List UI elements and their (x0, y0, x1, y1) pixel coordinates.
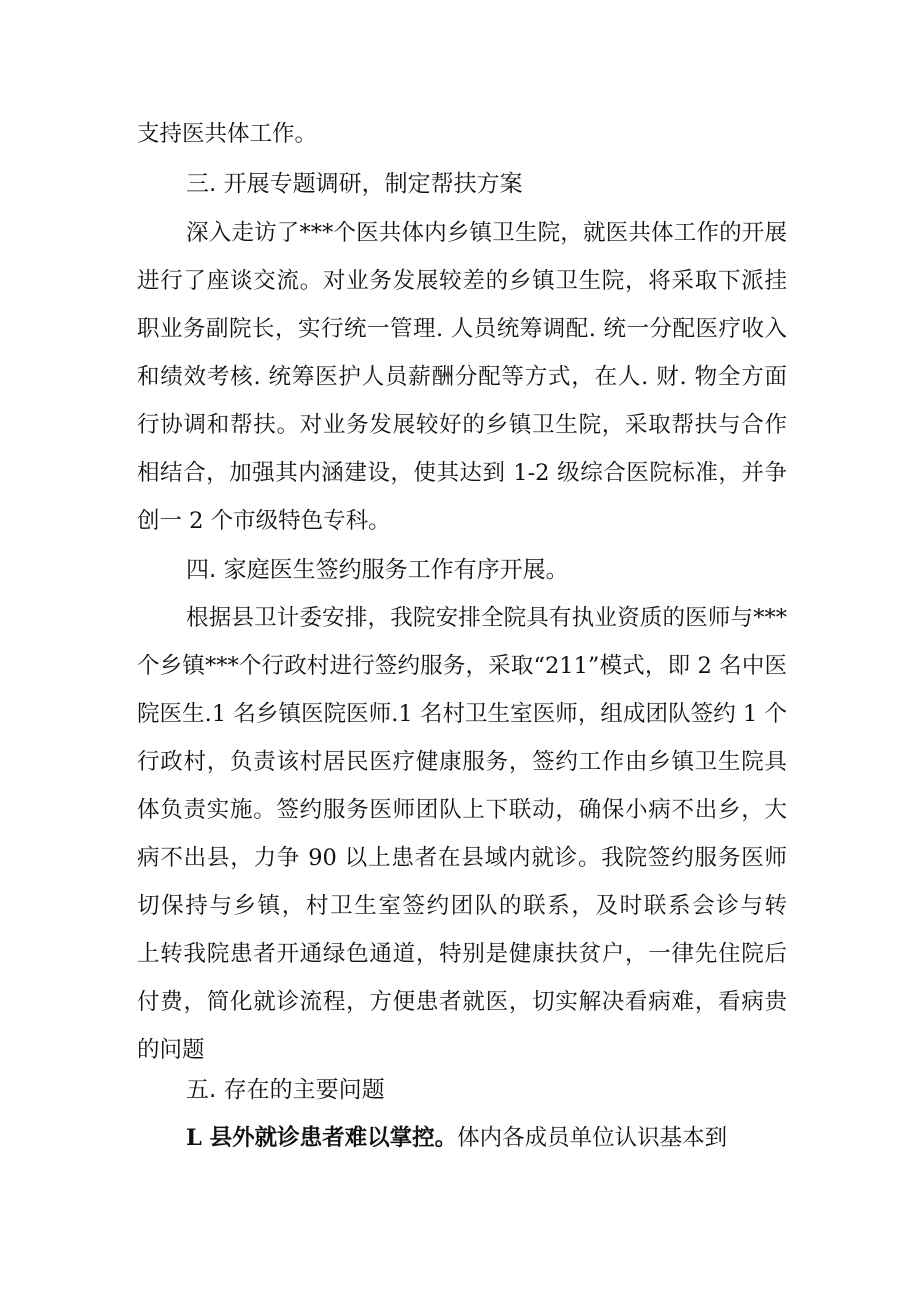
paragraph-line: 相结合，加强其内涵建设，使其达到 1-2 级综合医院标准，并争 (137, 460, 787, 486)
paragraph-line: 深入走访了***个医共体内乡镇卫生院，就医共体工作的开展 (186, 220, 787, 246)
paragraph-line: 进行了座谈交流。对业务发展较差的乡镇卫生院，将采取下派挂 (137, 268, 787, 294)
paragraph-line: 支持医共体工作。 (137, 121, 318, 147)
paragraph-line: 个乡镇***个行政村进行签约服务，采取“211”模式，即 2 名中医 (137, 653, 787, 679)
paragraph-line: 上转我院患者开通绿色通道，特别是健康扶贫户，一律先住院后 (137, 941, 787, 967)
paragraph-line: 病不出县，力争 90 以上患者在县域内就诊。我院签约服务医师 (137, 845, 787, 871)
section-heading-4: 四. 家庭医生签约服务工作有序开展。 (186, 557, 569, 583)
paragraph-line (186, 1123, 787, 1153)
paragraph-line: 职业务副院长，实行统一管理. 人员统筹调配. 统一分配医疗收入 (137, 316, 787, 342)
paragraph-line: 付费，简化就诊流程，方便患者就医，切实解决看病难，看病贵 (137, 989, 787, 1015)
section-heading-5: 五. 存在的主要问题 (186, 1077, 385, 1103)
paragraph-line: 和绩效考核. 统筹医护人员薪酬分配等方式，在人. 财. 物全方面 (137, 364, 787, 390)
paragraph-line: 创一 2 个市级特色专科。 (137, 508, 391, 534)
section-heading-3: 三. 开展专题调研，制定帮扶方案 (186, 171, 523, 197)
paragraph-line: 行协调和帮扶。对业务发展较好的乡镇卫生院，采取帮扶与合作 (137, 412, 787, 438)
paragraph-line: 院医生.1 名乡镇医院医师.1 名村卫生室医师，组成团队签约 1 个 (137, 701, 787, 727)
paragraph-line: 体负责实施。签约服务医师团队上下联动，确保小病不出乡，大 (137, 797, 787, 823)
bold-lead-phrase: L 县外就诊患者难以掌控。 (186, 1125, 458, 1151)
paragraph-line: 切保持与乡镇，村卫生室签约团队的联系，及时联系会诊与转 (137, 893, 787, 919)
paragraph-text: 体内各成员单位认识基本到 (457, 1125, 728, 1151)
paragraph-line: 的问题 (137, 1037, 205, 1063)
paragraph-line: 行政村，负责该村居民医疗健康服务，签约工作由乡镇卫生院具 (137, 749, 787, 775)
paragraph-line: 根据县卫计委安排，我院安排全院具有执业资质的医师与*** (186, 605, 787, 631)
